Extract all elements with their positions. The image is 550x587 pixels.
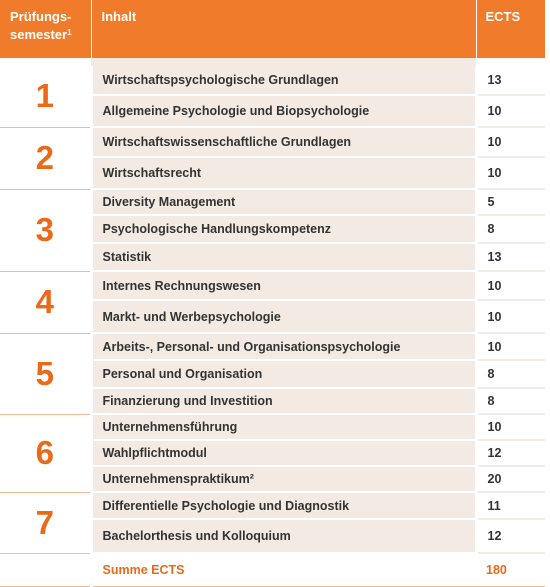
course-name: Arbeits-, Personal- und Organisationspsychologie bbox=[91, 333, 476, 360]
course-ects: 5 bbox=[476, 189, 545, 215]
course-ects: 10 bbox=[476, 414, 545, 440]
table-row bbox=[0, 127, 545, 157]
total-label: Summe ECTS bbox=[91, 553, 476, 587]
semester-number: 7 bbox=[0, 492, 91, 553]
semester-number: 1 bbox=[0, 66, 91, 127]
course-ects: 12 bbox=[476, 440, 545, 466]
course-ects: 8 bbox=[476, 388, 545, 414]
course-name: Wahlpflichtmodul bbox=[91, 440, 476, 466]
course-ects: 13 bbox=[476, 66, 545, 95]
course-ects: 10 bbox=[476, 127, 545, 157]
course-name: Unternehmenspraktikum² bbox=[91, 466, 476, 492]
course-ects: 10 bbox=[476, 157, 545, 189]
course-name: Internes Rechnungswesen bbox=[91, 271, 476, 300]
table-header bbox=[0, 0, 545, 58]
course-name: Psychologische Handlungskompetenz bbox=[91, 215, 476, 243]
semester-column-header: Prüfungs- semester$^1$ bbox=[0, 0, 91, 58]
course-ects: 20 bbox=[476, 466, 545, 492]
total-value: 180 bbox=[476, 553, 545, 587]
course-ects: 13 bbox=[476, 243, 545, 271]
table-row bbox=[0, 189, 545, 215]
course-ects: 10 bbox=[476, 300, 545, 333]
course-name: Bachelorthesis und Kolloquium bbox=[91, 519, 476, 553]
course-name: Personal und Organisation bbox=[91, 360, 476, 388]
spacer-row bbox=[0, 58, 545, 66]
course-name: Diversity Management bbox=[91, 189, 476, 215]
semester-number: 2 bbox=[0, 127, 91, 189]
semester-number: 3 bbox=[0, 189, 91, 271]
course-name: Wirtschaftsrecht bbox=[91, 157, 476, 189]
table-row bbox=[0, 333, 545, 360]
course-name: Unternehmensführung bbox=[91, 414, 476, 440]
table-row bbox=[0, 66, 545, 95]
course-ects: 10 bbox=[476, 271, 545, 300]
course-ects: 12 bbox=[476, 519, 545, 553]
course-name: Finanzierung und Investition bbox=[91, 388, 476, 414]
semester-number: 5 bbox=[0, 333, 91, 414]
course-name: Wirtschaftspsychologische Grundlagen bbox=[91, 66, 476, 95]
course-ects: 10 bbox=[476, 95, 545, 127]
table-body bbox=[0, 58, 545, 587]
ects-column-header: ECTS bbox=[476, 0, 545, 58]
course-ects: 8 bbox=[476, 360, 545, 388]
table-row bbox=[0, 414, 545, 440]
semester-number: 6 bbox=[0, 414, 91, 492]
course-name: Differentielle Psychologie und Diagnostik bbox=[91, 492, 476, 519]
course-ects: 8 bbox=[476, 215, 545, 243]
semester-number: 4 bbox=[0, 271, 91, 333]
total-row bbox=[0, 553, 545, 587]
course-ects: 10 bbox=[476, 333, 545, 360]
course-name: Statistik bbox=[91, 243, 476, 271]
course-ects: 11 bbox=[476, 492, 545, 519]
course-name: Allgemeine Psychologie und Biopsychologie bbox=[91, 95, 476, 127]
course-name: Markt- und Werbepsychologie bbox=[91, 300, 476, 333]
table-row bbox=[0, 271, 545, 300]
table-row bbox=[0, 492, 545, 519]
total-empty-cell bbox=[0, 553, 91, 587]
course-name: Wirtschaftswissenschaftliche Grundlagen bbox=[91, 127, 476, 157]
content-column-header: Inhalt bbox=[91, 0, 476, 58]
